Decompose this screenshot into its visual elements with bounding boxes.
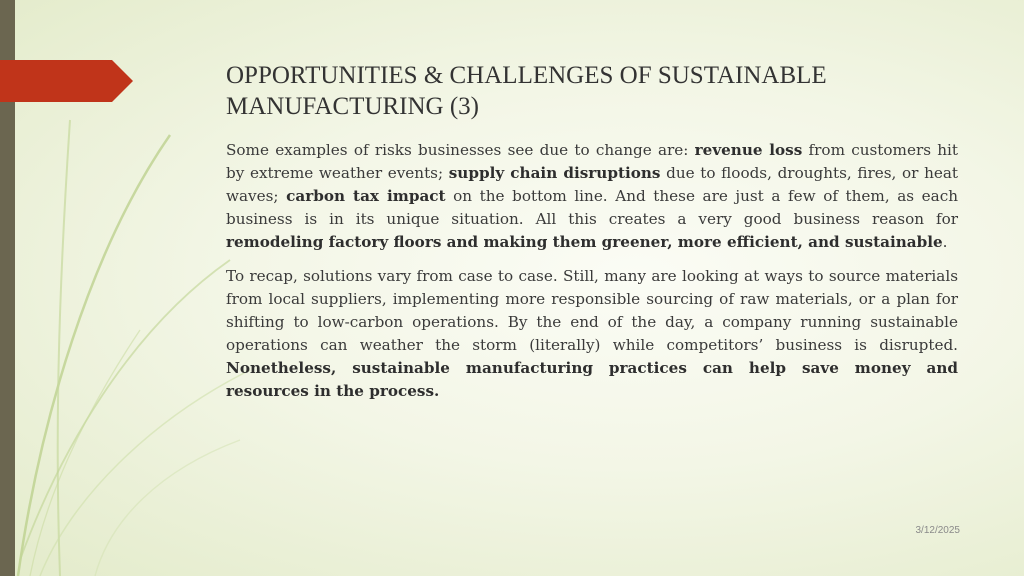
body-text-segment: Some examples of risks businesses see due to change are:	[226, 141, 695, 159]
body-text-segment: .	[942, 233, 948, 251]
body-text-segment: from customers hit by extreme weather events;	[226, 141, 959, 182]
emphasis-text: remodeling factory floors and making them greener, more efficient, and sustainable	[226, 233, 943, 251]
emphasis-text: revenue loss	[694, 141, 803, 159]
body-text-segment: To recap, solutions vary from case to case. Still, many are looking at ways to source materials from local suppliers, implementing more responsible sourcing of raw materials, or a plan for shifting to low-carbon operations. By the end of the day, a company running sustainable operations can weather the storm (literally) while competitors’ business is disrupted.	[226, 267, 958, 354]
body-text-segment: on the bottom line. And these are just a few of them, as each business is in its unique situation. All this creates a very good business reason for	[226, 187, 958, 228]
slide-date: 3/12/2025	[915, 525, 960, 536]
paragraph-risks	[226, 139, 958, 254]
emphasis-text: supply chain disruptions	[448, 164, 661, 182]
slide-body	[226, 139, 958, 414]
title-arrow-shape	[0, 60, 133, 102]
body-text-segment: due to floods, droughts, fires, or heat waves;	[226, 164, 959, 205]
paragraph-recap	[226, 265, 958, 403]
emphasis-text: carbon tax impact	[286, 187, 446, 205]
emphasis-text: Nonetheless, sustainable manufacturing practices can help save money and resources in the process.	[226, 359, 958, 400]
slide-title: OPPORTUNITIES & CHALLENGES OF SUSTAINABLE MANUFACTURING (3)	[226, 62, 827, 120]
